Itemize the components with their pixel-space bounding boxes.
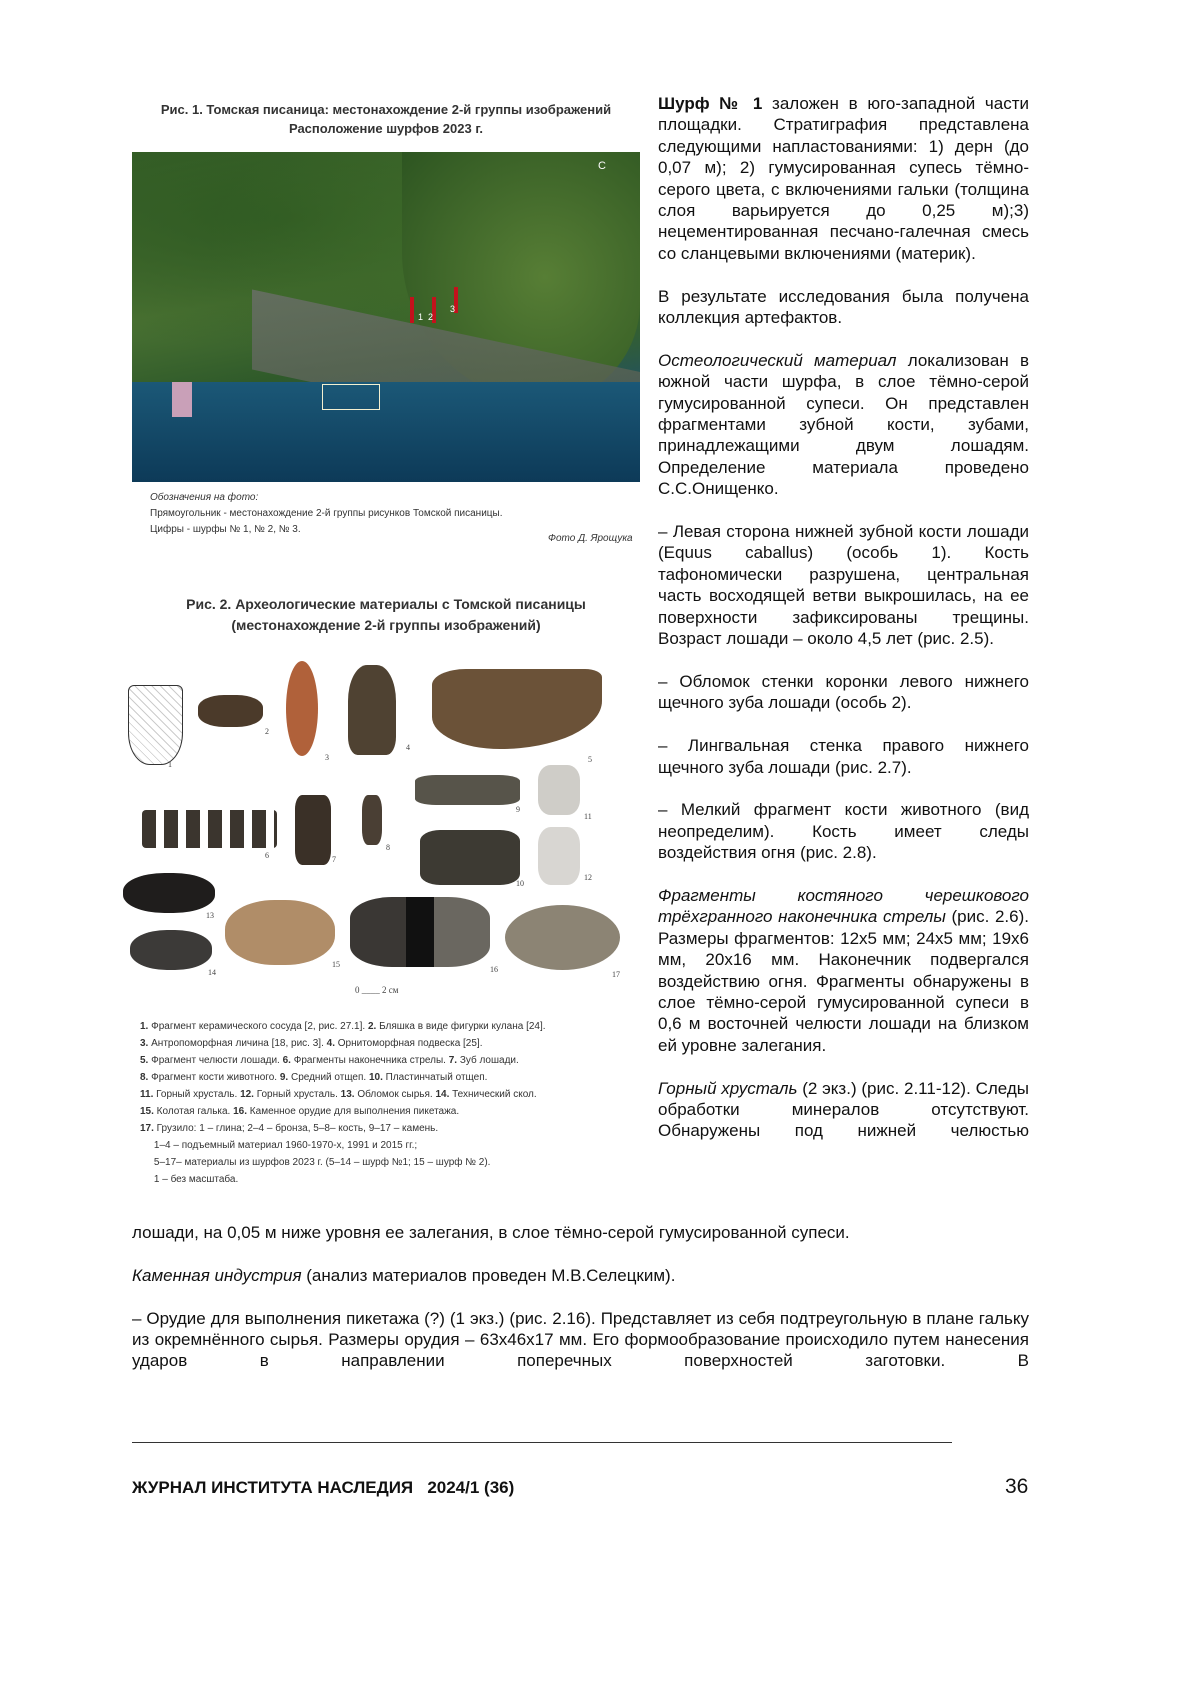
- legend-line: Прямоугольник - местонахождение 2-й группы рисунков Томской писаницы.: [150, 506, 640, 522]
- pit-label: 1: [418, 312, 423, 322]
- paragraph: – Левая сторона нижней зубной кости лошади (Equus caballus) (особь 1). Кость тафономически разрушена, центральная часть восходящей ветви выкрошилась, на ее поверхности зафиксированы трещины. Возраст лошади – около 4,5 лет (рис. 2.5).: [658, 521, 1029, 649]
- footer-rule: [132, 1442, 952, 1443]
- legend-line: 5–17– материалы из шурфов 2023 г. (5–14 – шурф №1; 15 – шурф № 2).: [140, 1154, 640, 1171]
- figure1-caption: [132, 100, 640, 138]
- item-number: 5: [588, 755, 592, 764]
- legend-line: 1. Фрагмент керамического сосуда [2, рис. 27.1]. 2. Бляшка в виде фигурки кулана [24].: [140, 1018, 640, 1035]
- caption-line: Расположение шурфов 2023 г.: [132, 119, 640, 138]
- figure2-caption: [132, 594, 640, 636]
- river-water: [132, 382, 640, 482]
- item-number: 8: [386, 843, 390, 852]
- italic-lead: Горный хрусталь: [658, 1079, 797, 1098]
- journal-title: ЖУРНАЛ ИНСТИТУТА НАСЛЕДИЯ: [132, 1478, 413, 1497]
- legend-line: 1 – без масштаба.: [140, 1171, 640, 1188]
- legend-line: 11. Горный хрусталь. 12. Горный хрусталь. 13. Обломок сырья. 14. Технический скол.: [140, 1086, 640, 1103]
- paragraph: [132, 1265, 1029, 1286]
- bold-lead: Шурф № 1: [658, 94, 762, 113]
- item-number: 7: [332, 855, 336, 864]
- north-arrow-label: С: [598, 160, 606, 172]
- paragraph: – Обломок стенки коронки левого нижнего щечного зуба лошади (особь 2).: [658, 671, 1029, 714]
- text: (2 экз.) (рис. 2.11-12). Следы обработки минералов отсутствуют. Обнаружены под нижней челюстью: [658, 1079, 1029, 1141]
- legend-line: 17. Грузило: 1 – глина; 2–4 – бронза, 5–8– кость, 9–17 – камень.: [140, 1120, 640, 1137]
- italic-lead: Каменная индустрия: [132, 1266, 302, 1285]
- page-number: 36: [1005, 1475, 1028, 1499]
- text: (анализ материалов проведен М.В.Селецким).: [302, 1266, 676, 1285]
- item-number: 17: [612, 970, 620, 979]
- sinker: [505, 905, 620, 970]
- pecking-tool: [350, 897, 490, 967]
- text: (рис. 2.6). Размеры фрагментов: 12х5 мм; 24х5 мм; 19х6 мм, 20х16 мм. Наконечник подвергался воздействию огня. Фрагменты обнаружены в слое тёмно-серой гумусированной супеси в 0,6 м восточней челюсти лошади на близком ей уровне залегания.: [658, 907, 1029, 1054]
- item-number: 10: [516, 879, 524, 888]
- paragraph: [658, 1078, 1029, 1142]
- paragraph: [658, 93, 1029, 264]
- text: локализован в южной части шурфа, в слое тёмно-серой гумусированной супеси. Он представлен фрагментами зубной кости, зубами, принадлежащими двум лошадям. Определение материала проведено С.С.Онищенко.: [658, 351, 1029, 498]
- arrowhead-fragments: [142, 810, 277, 848]
- bird-pendant: [348, 665, 396, 755]
- rock-crystal: [538, 827, 580, 885]
- right-column-text: [658, 93, 1029, 1142]
- aerial-photo: [132, 152, 640, 482]
- item-number: 11: [584, 812, 592, 821]
- item-number: 2: [265, 727, 269, 736]
- paragraph: лошади, на 0,05 м ниже уровня ее залегания, в слое тёмно-серой гумусированной супеси.: [132, 1222, 1029, 1243]
- caption-line: Рис. 1. Томская писаница: местонахождение 2-й группы изображений: [132, 100, 640, 119]
- italic-lead: Фрагменты костяного черешкового трёхгранного наконечника стрелы: [658, 886, 1029, 926]
- item-number: 15: [332, 960, 340, 969]
- caption-line: Рис. 2. Археологические материалы с Томской писаницы: [132, 594, 640, 615]
- italic-lead: Остеологический материал: [658, 351, 897, 370]
- scale-bar-label: 0 ____ 2 см: [355, 985, 398, 995]
- legend-title: Обозначения на фото:: [150, 490, 640, 506]
- legend-line: 5. Фрагмент челюсти лошади. 6. Фрагменты наконечника стрелы. 7. Зуб лошади.: [140, 1052, 640, 1069]
- legend-line: Цифры - шурфы № 1, № 2, № 3.: [150, 522, 640, 538]
- item-number: 3: [325, 753, 329, 762]
- item-number: 14: [208, 968, 216, 977]
- anthropomorphic-mask: [286, 661, 318, 756]
- paragraph: [658, 350, 1029, 500]
- horse-tooth: [295, 795, 331, 865]
- pier: [172, 382, 192, 417]
- legend-line: 8. Фрагмент кости животного. 9. Средний отщеп. 10. Пластинчатый отщеп.: [140, 1069, 640, 1086]
- split-pebble: [225, 900, 335, 965]
- legend-line: 15. Колотая галька. 16. Каменное орудие для выполнения пикетажа.: [140, 1103, 640, 1120]
- text: заложен в юго-западной части площадки. Стратиграфия представлена следующими напластованиями: 1) дерн (до 0,07 м); 2) гумусированная супесь тёмно-серого цвета, с включениями гальки (толщина слоя варьируется до 0,25 м);3) нецементированная песчано-галечная смесь со сланцевыми включениями (материк).: [658, 94, 1029, 263]
- item-number: 13: [206, 911, 214, 920]
- pit-label: 2: [428, 312, 433, 322]
- pit-marker: [410, 297, 414, 323]
- flake: [415, 775, 520, 805]
- photo-credit: Фото Д. Ярощука: [548, 531, 633, 547]
- item-number: 1: [168, 760, 172, 769]
- item-number: 12: [584, 873, 592, 882]
- journal-issue: 2024/1 (36): [427, 1478, 514, 1497]
- item-number: 9: [516, 805, 520, 814]
- paragraph: [658, 885, 1029, 1056]
- raw-material-fragment: [123, 873, 215, 913]
- pit-label: 3: [450, 304, 455, 314]
- artifacts-plate: [120, 655, 620, 1000]
- paragraph: – Лингвальная стенка правого нижнего щечного зуба лошади (рис. 2.7).: [658, 735, 1029, 778]
- rock-crystal: [538, 765, 580, 815]
- legend-line: 3. Антропоморфная личина [18, рис. 3]. 4. Орнитоморфная подвеска [25].: [140, 1035, 640, 1052]
- figure2-legend: [140, 1018, 640, 1188]
- horse-jaw: [432, 669, 602, 749]
- paragraph: – Орудие для выполнения пикетажа (?) (1 экз.) (рис. 2.16). Представляет из себя подтреугольную в плане гальку из окремнённого сырья. Размеры орудия – 63х46х17 мм. Его формообразование происходило путем нанесения ударов в направлении поперечных поверхностей заготовки. В: [132, 1308, 1029, 1372]
- technical-spall: [130, 930, 212, 970]
- ceramic-fragment: [128, 685, 183, 765]
- item-number: 16: [490, 965, 498, 974]
- item-number: 6: [265, 851, 269, 860]
- journal-footer: [132, 1478, 514, 1498]
- kulan-plaque: [198, 695, 263, 727]
- legend-line: 1–4 – подъемный материал 1960-1970-х, 1991 и 2015 гг.;: [140, 1137, 640, 1154]
- paragraph: – Мелкий фрагмент кости животного (вид неопределим). Кость имеет следы воздействия огня (рис. 2.8).: [658, 799, 1029, 863]
- item-number: 4: [406, 743, 410, 752]
- site-rectangle-marker: [322, 384, 380, 410]
- bone-fragment: [362, 795, 382, 845]
- blade-flake: [420, 830, 520, 885]
- caption-line: (местонахождение 2-й группы изображений): [132, 615, 640, 636]
- full-width-text: [132, 1222, 1029, 1393]
- paragraph: В результате исследования была получена коллекция артефактов.: [658, 286, 1029, 329]
